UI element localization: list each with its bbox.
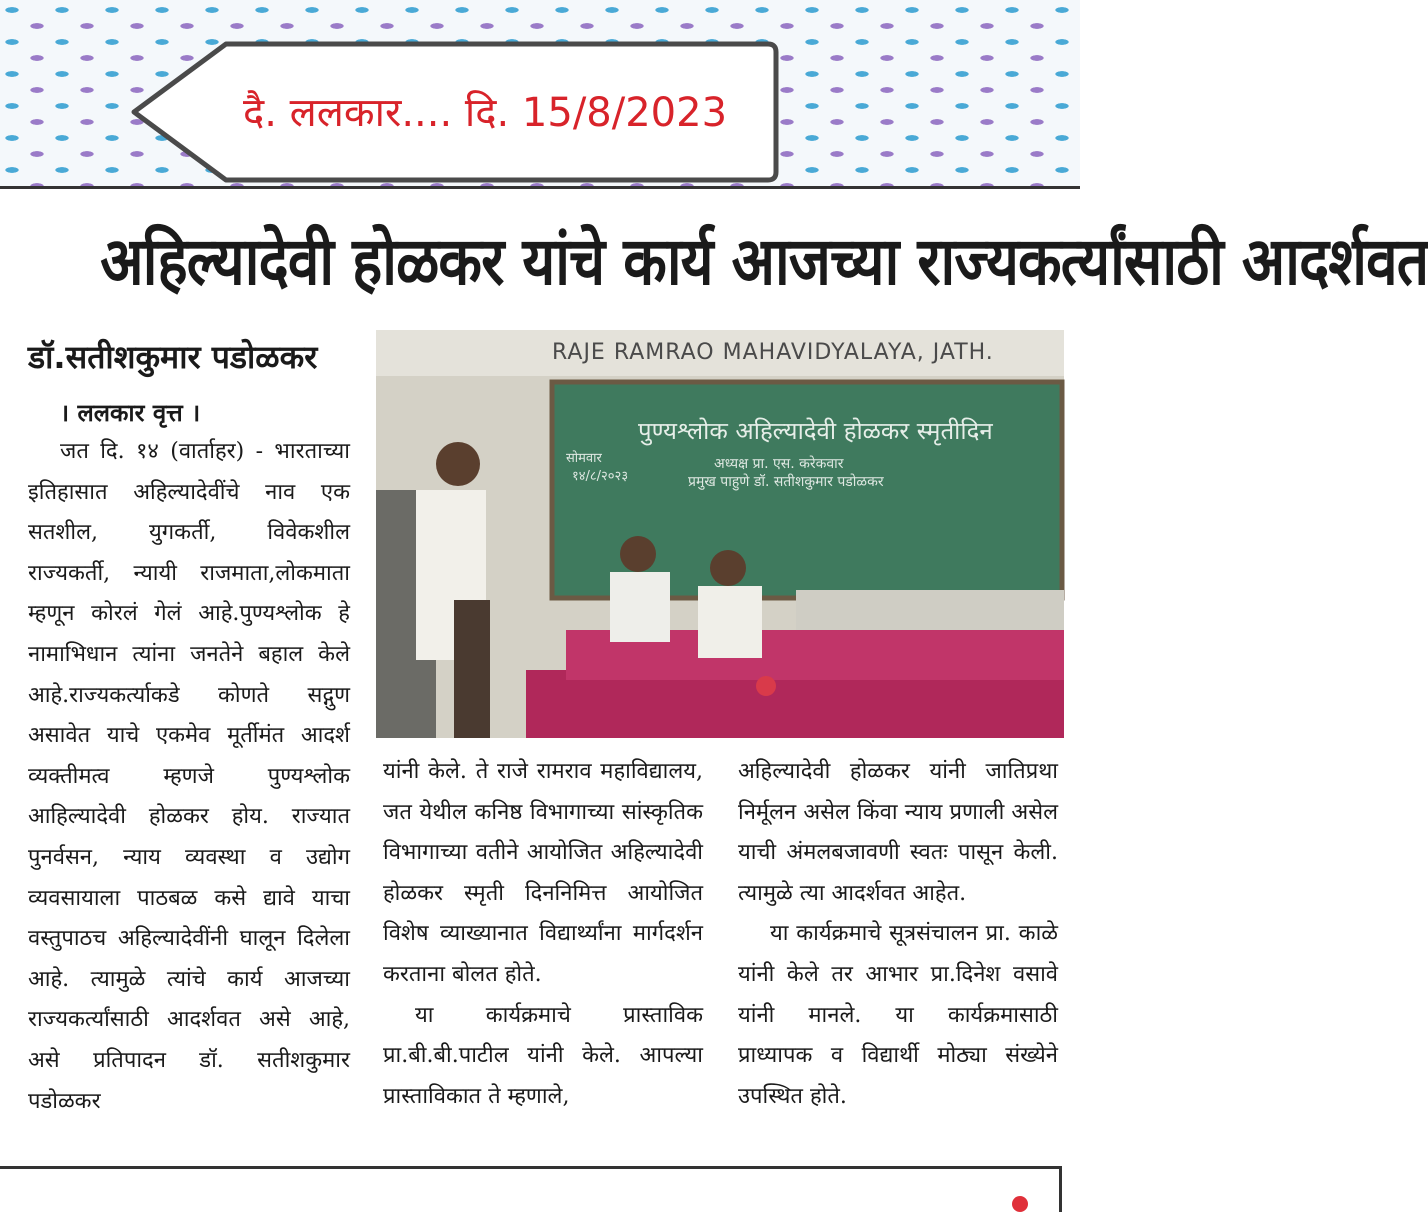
board-left-line-2: १४/८/२०२३ (572, 469, 629, 484)
photo-scene (376, 330, 1064, 738)
board-left-line-1: सोमवार (566, 451, 602, 466)
paragraph: अहिल्यादेवी होळकर यांनी जातिप्रथा निर्मूलन असेल किंवा न्याय प्रणाली असेल याची अंमलबजावणी स्वतः पासून केली. त्यामुळे त्या आदर्शवत आहेत. (738, 759, 1058, 906)
bottom-frame (0, 1166, 1062, 1212)
header-rule (0, 186, 1080, 189)
article-column-3 (738, 752, 1058, 1117)
headline: अहिल्यादेवी होळकर यांचे कार्य आजच्या राज्यकर्त्यांसाठी आदर्शवत (100, 223, 1428, 300)
paragraph: या कार्यक्रमाचे सूत्रसंचालन प्रा. काळे यांनी केले तर आभार प्रा.दिनेश वसावे यांनी मानले. या कार्यक्रमासाठी प्राध्यापक व विद्यार्थी मोठ्या संख्येने उपस्थित होते. (738, 921, 1058, 1109)
board-title: पुण्यश्लोक अहिल्यादेवी होळकर स्मृतीदिन (638, 417, 993, 445)
article-column-1 (28, 432, 350, 1122)
red-dot (1012, 1196, 1028, 1212)
college-sign: RAJE RAMRAO MAHAVIDYALAYA, JATH. (552, 340, 994, 365)
author-byline: डॉ.सतीशकुमार पडोळकर (28, 338, 318, 376)
date-tag (120, 38, 780, 184)
paragraph: या कार्यक्रमाचे प्रास्ताविक प्रा.बी.बी.पाटील यांनी केले. आपल्या प्रास्ताविकात ते म्हणाले, (383, 1002, 703, 1109)
article-column-2 (383, 752, 703, 1117)
board-right-line-2: प्रमुख पाहुणे डॉ. सतीशकुमार पडोळकर (688, 474, 884, 490)
event-photo (376, 330, 1064, 738)
paragraph: यांनी केले. ते राजे रामराव महाविद्यालय, जत येथील कनिष्ठ विभागाच्या सांस्कृतिक विभागाच्या वतीने आयोजित अहिल्यादेवी होळकर स्मृती दिननिमित्त आयोजित विशेष व्याख्यानात विद्यार्थ्यांना मार्गदर्शन करताना बोलत होते. (383, 759, 703, 987)
board-right-line-1: अध्यक्ष प्रा. एस. करेकवार (714, 456, 844, 472)
date-tag-text: दै. ललकार.... दि. 15/8/2023 (242, 90, 728, 136)
news-source: । ललकार वृत्त । (60, 399, 201, 427)
paragraph: जत दि. १४ (वार्ताहर) - भारताच्या इतिहासात अहिल्यादेवींचे नाव एक सतशील, युगकर्ती, विवेकशील राज्यकर्ती, न्यायी राजमाता,लोकमाता म्हणून कोरलं गेलं आहे.पुण्यश्लोक हे नामाभिधान त्यांना जनतेने बहाल केले आहे.राज्यकर्त्याकडे कोणते सद्गुण असावेत याचे एकमेव मूर्तीमंत आदर्श व्यक्तीमत्व म्हणजे पुण्यश्लोक आहिल्यादेवी होळकर होय. राज्यात पुनर्वसन, न्याय व्यवस्था व उद्योग व्यवसायाला पाठबळ कसे द्यावे याचा वस्तुपाठच अहिल्यादेवींनी घालून दिलेला आहे. त्यामुळे त्यांचे कार्य आजच्या राज्यकर्त्यांसाठी आदर्शवत असे आहे, असे प्रतिपादन डॉ. सतीशकुमार पडोळकर (28, 439, 350, 1114)
